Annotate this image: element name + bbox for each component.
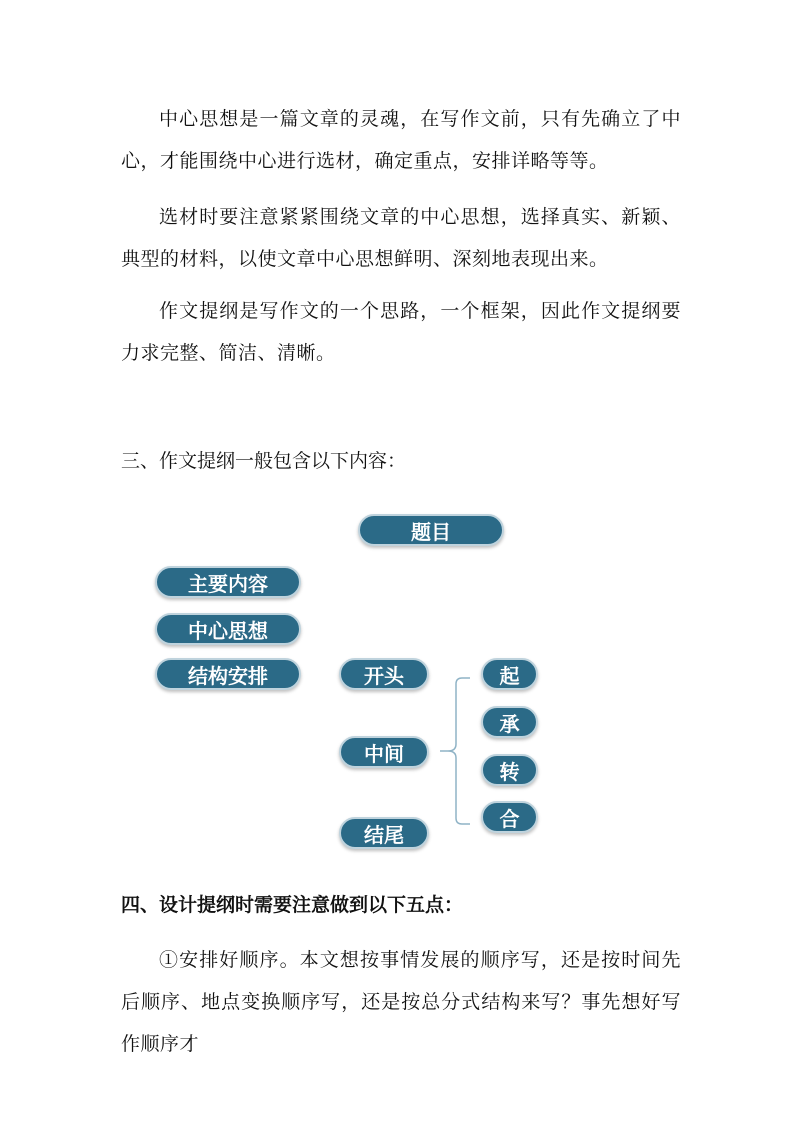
- section-3-heading: 三、作文提纲一般包含以下内容：: [121, 450, 407, 472]
- pill-opening: 开头: [339, 658, 429, 690]
- paragraph-material-selection: 选材时要注意紧紧围绕文章的中心思想，选择真实、新颖、典型的材料，以使文章中心思想鲜明、深刻地表现出来。: [121, 206, 681, 270]
- pill-cheng: 承: [481, 706, 538, 738]
- paragraph-outline-purpose: 作文提纲是写作文的一个思路，一个框架，因此作文提纲要力求完整、简洁、清晰。: [121, 300, 681, 364]
- pill-main-content: 主要内容: [155, 566, 301, 598]
- pill-zhuan: 转: [481, 754, 538, 786]
- diagram-title-pill: 题目: [358, 514, 504, 546]
- pill-ending: 结尾: [339, 817, 429, 849]
- paragraph-central-idea: 中心思想是一篇文章的灵魂，在写作文前，只有先确立了中心，才能围绕中心进行选材，确定重点，安排详略等等。: [121, 108, 681, 172]
- pill-middle: 中间: [339, 736, 429, 768]
- pill-qi: 起: [481, 658, 538, 690]
- pill-structure: 结构安排: [155, 658, 301, 690]
- pill-he: 合: [481, 801, 538, 833]
- section-4-heading: 四、设计提纲时需要注意做到以下五点：: [121, 894, 464, 916]
- paragraph-order-tip: ①安排好顺序。本文想按事情发展的顺序写，还是按时间先后顺序、地点变换顺序写，还是按总分式结构来写？事先想好写作顺序才: [121, 949, 681, 1055]
- pill-central-idea: 中心思想: [155, 613, 301, 645]
- bracket-connector: [440, 675, 484, 831]
